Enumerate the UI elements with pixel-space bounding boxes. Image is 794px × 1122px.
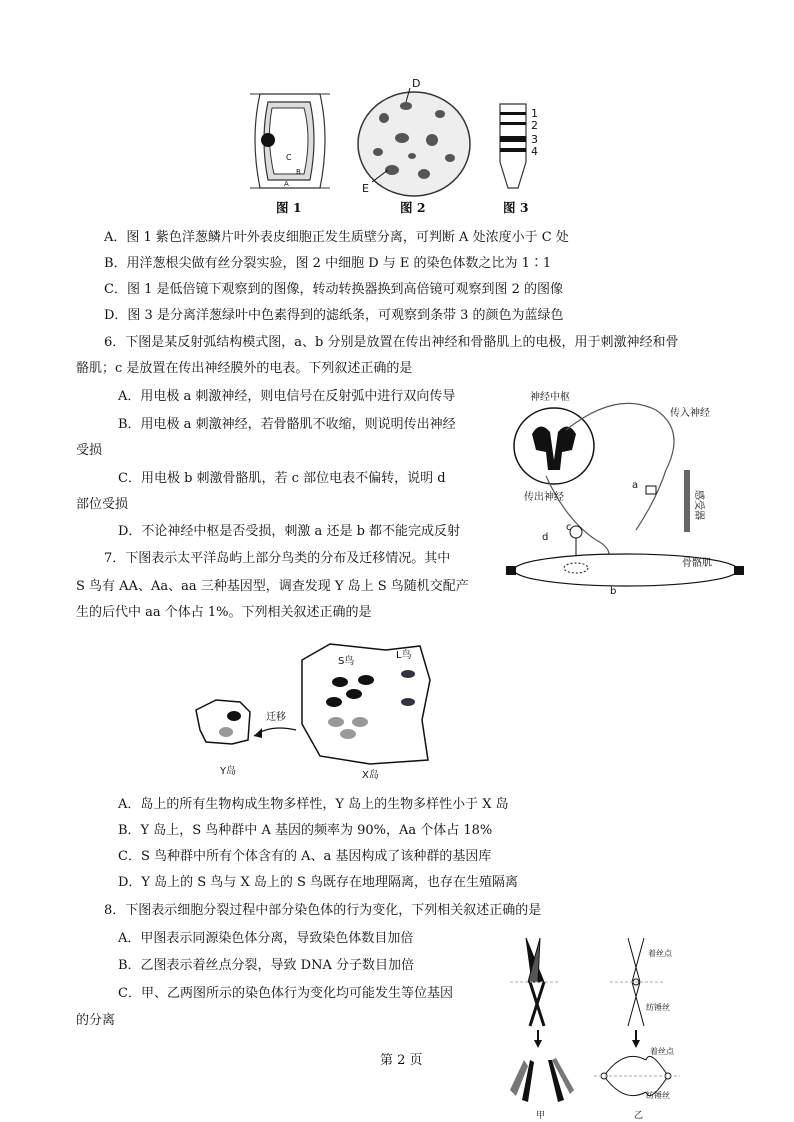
- page-number: 第 2 页: [380, 1053, 423, 1068]
- figure-3-chromatography-strip: [494, 102, 550, 192]
- q6-stem-line1: 6．下图是某反射弧结构模式图，a、b 分别是放置在传出神经和骨骼肌上的电极，用于刺激神经和骨: [104, 335, 679, 350]
- q5-option-a: A．图 1 紫色洋葱鳞片叶外表皮细胞正发生质壁分离，可判断 A 处浓度小于 C 处: [104, 230, 569, 245]
- q8-stem: 8．下图表示细胞分裂过程中部分染色体的行为变化，下列相关叙述正确的是: [104, 903, 542, 918]
- q7-option-d: D．Y 岛上的 S 鸟与 X 岛上的 S 鸟既存在地理隔离，也存在生殖隔离: [118, 875, 518, 890]
- q7-stem-line1: 7．下图表示太平洋岛屿上部分鸟类的分布及迁移情况。其中: [104, 551, 451, 566]
- q8-option-c-line2: 的分离: [76, 1013, 116, 1028]
- q8-option-b: B．乙图表示着丝点分裂，导致 DNA 分子数目加倍: [118, 958, 415, 973]
- chromo-label-spindle-2: 纺锤丝: [646, 1091, 670, 1100]
- chromo-label-jia: 甲: [536, 1111, 546, 1121]
- q5-option-c: C．图 1 是低倍镜下观察到的图像，转动转换器换到高倍镜可观察到图 2 的图像: [104, 282, 564, 297]
- island-label-s-bird: S鸟: [338, 656, 355, 667]
- chromosome-behavior-diagram: [500, 930, 690, 1122]
- q6-stem-line2: 骼肌；c 是放置在传出神经膜外的电表。下列叙述正确的是: [76, 361, 413, 376]
- q8-option-c-line1: C．甲、乙两图所示的染色体行为变化均可能发生等位基因: [118, 986, 453, 1001]
- q7-stem-line2: S 鸟有 AA、Aa、aa 三种基因型，调查发现 Y 岛上 S 鸟随机交配产: [76, 579, 469, 594]
- reflex-label-c: c: [566, 522, 572, 533]
- reflex-label-b: b: [610, 586, 617, 597]
- reflex-label-a: a: [632, 480, 639, 491]
- fig3-band-4: 4: [531, 145, 538, 158]
- island-label-migrate: 迁移: [266, 712, 286, 723]
- figure-1-onion-cell: [250, 88, 330, 194]
- fig3-band-3: 3: [531, 133, 538, 146]
- reflex-label-d: d: [542, 532, 549, 543]
- reflex-arc-diagram: [506, 390, 746, 602]
- q7-option-a: A．岛上的所有生物构成生物多样性，Y 岛上的生物多样性小于 X 岛: [118, 797, 509, 812]
- chromo-label-centromere-2: 着丝点: [650, 1047, 674, 1056]
- reflex-label-muscle: 骨骼肌: [682, 558, 712, 569]
- fig2-letter-e: E: [362, 182, 369, 195]
- figure-3-label: 图 3: [503, 200, 529, 215]
- q7-option-b: B．Y 岛上，S 鸟种群中 A 基因的频率为 90%，Aa 个体占 18%: [118, 823, 493, 838]
- fig3-band-2: 2: [531, 119, 538, 132]
- fig2-letter-d: D: [412, 78, 421, 90]
- reflex-label-afferent: 传入神经: [670, 408, 710, 419]
- q7-option-c: C．S 鸟种群中所有个体含有的 A、a 基因构成了该种群的基因库: [118, 849, 492, 864]
- fig1-letter-b: B: [296, 168, 301, 176]
- reflex-label-receptor: 感受器: [693, 490, 704, 520]
- q7-stem-line3: 生的后代中 aa 个体占 1%。下列相关叙述正确的是: [76, 605, 372, 620]
- figure-2-label: 图 2: [400, 200, 426, 215]
- fig1-letter-c: C: [286, 153, 292, 162]
- figure-1-label: 图 1: [276, 200, 302, 215]
- q6-option-d: D．不论神经中枢是否受损，刺激 a 还是 b 都不能完成反射: [118, 524, 461, 539]
- reflex-label-center: 神经中枢: [530, 392, 570, 403]
- island-bird-diagram: [190, 640, 450, 782]
- island-label-x: X岛: [362, 770, 379, 781]
- q8-option-a: A．甲图表示同源染色体分离，导致染色体数目加倍: [118, 931, 414, 946]
- fig3-band-1: 1: [531, 107, 538, 120]
- q6-option-a: A．用电极 a 刺激神经，则电信号在反射弧中进行双向传导: [118, 389, 456, 404]
- q6-option-b-line2: 受损: [76, 443, 103, 458]
- q6-option-b-line1: B．用电极 a 刺激神经，若骨骼肌不收缩，则说明传出神经: [118, 417, 456, 432]
- fig1-letter-a: A: [284, 180, 289, 188]
- figure-2-micrograph: [354, 78, 474, 200]
- reflex-label-efferent: 传出神经: [524, 492, 564, 503]
- chromo-label-yi: 乙: [634, 1111, 644, 1121]
- q5-option-d: D．图 3 是分离洋葱绿叶中色素得到的滤纸条，可观察到条带 3 的颜色为蓝绿色: [104, 308, 564, 323]
- q5-option-b: B．用洋葱根尖做有丝分裂实验，图 2 中细胞 D 与 E 的染色体数之比为 1∶1: [104, 256, 552, 271]
- chromo-label-centromere: 着丝点: [648, 949, 672, 958]
- island-label-l-bird: L鸟: [396, 650, 412, 661]
- chromo-label-spindle: 纺锤丝: [646, 1003, 670, 1012]
- q6-option-c-line2: 部位受损: [76, 497, 129, 512]
- island-label-y: Y岛: [220, 766, 237, 777]
- q6-option-c-line1: C．用电极 b 刺激骨骼肌，若 c 部位电表不偏转，说明 d: [118, 471, 446, 486]
